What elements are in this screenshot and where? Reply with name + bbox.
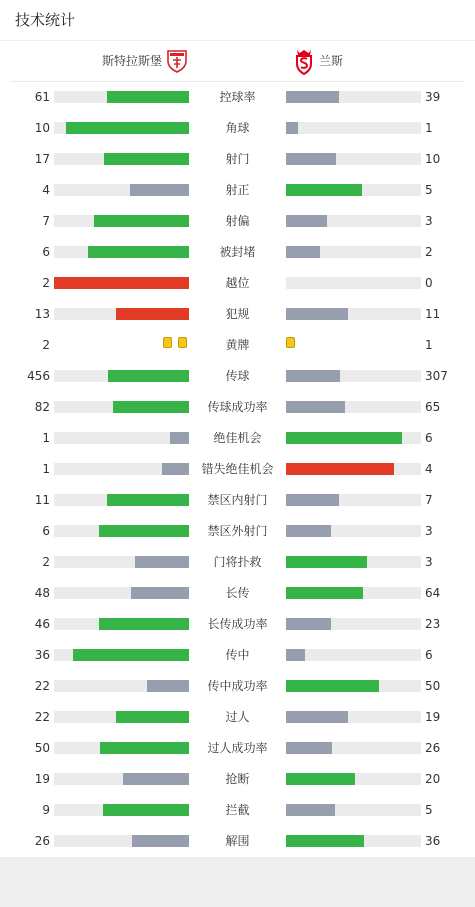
home-stat-value: 13 [34,307,50,321]
stat-label: 长传成功率 [207,617,268,631]
away-stat-bar-track [286,463,421,475]
home-stat-bar [99,618,189,630]
home-stat-value: 1 [42,431,50,445]
home-stat-bar-track [54,308,189,320]
home-stat-bar [170,432,189,444]
home-stat-value: 2 [42,338,50,352]
home-stat-bar-track [54,494,189,506]
stat-label: 控球率 [219,90,256,104]
stat-row [0,175,475,206]
home-stat-value: 2 [42,555,50,569]
away-stat-bar [286,463,394,475]
home-yellow-card-icon [178,337,187,348]
away-stat-bar-track [286,587,421,599]
away-stat-value: 3 [425,524,433,538]
home-stat-bar [88,246,189,258]
stat-row [0,578,475,609]
away-stat-value: 5 [425,803,433,817]
away-stat-bar-track [286,494,421,506]
home-stat-bar-track [54,370,189,382]
away-stat-value: 65 [425,400,441,414]
home-stat-bar [162,463,189,475]
stat-row [0,423,475,454]
away-stat-bar [286,122,298,134]
away-stat-bar [286,711,348,723]
home-stat-bar [147,680,189,692]
home-stat-bar [100,742,189,754]
stat-label: 传球 [225,369,250,383]
page-title: 技术统计 [15,11,76,29]
stat-label: 犯规 [225,307,250,321]
away-stat-bar [286,556,367,568]
away-stat-bar-track [286,556,421,568]
away-stat-bar-track [286,153,421,165]
home-stat-value: 82 [34,400,50,414]
stat-row [0,392,475,423]
stat-label: 过人 [225,710,250,724]
away-stat-value: 20 [425,772,441,786]
home-stat-bar-track [54,277,189,289]
stat-row [0,764,475,795]
stat-row [0,733,475,764]
stat-row [0,702,475,733]
home-stat-value: 4 [42,183,50,197]
away-stat-value: 2 [425,245,433,259]
home-stat-value: 50 [34,741,50,755]
home-stat-value: 6 [42,524,50,538]
home-stat-bar-track [54,556,189,568]
home-stat-bar-track [54,525,189,537]
away-stat-bar-track [286,835,421,847]
stat-row [0,299,475,330]
away-stat-value: 6 [425,431,433,445]
home-stat-value: 61 [34,90,50,104]
stat-label: 传球成功率 [207,400,268,414]
stat-label: 禁区内射门 [207,493,268,507]
home-stat-value: 48 [34,586,50,600]
home-stat-bar [116,711,189,723]
stat-row [0,113,475,144]
stat-row [0,206,475,237]
away-stat-value: 1 [425,121,433,135]
away-stat-bar-track [286,742,421,754]
home-stat-value: 456 [27,369,50,383]
home-stat-bar [54,277,189,289]
away-stat-value: 64 [425,586,441,600]
home-stat-value: 10 [34,121,50,135]
stat-label: 过人成功率 [207,741,268,755]
away-stat-value: 0 [425,276,433,290]
stat-row [0,516,475,547]
stat-label: 拦截 [225,803,250,817]
title-divider [0,40,475,41]
away-stat-value: 5 [425,183,433,197]
stat-label: 传中成功率 [207,679,268,693]
home-stat-value: 1 [42,462,50,476]
home-stat-bar-track [54,618,189,630]
away-team-name: 兰斯 [319,54,344,68]
away-stat-bar [286,587,363,599]
stat-row [0,826,475,857]
away-stat-value: 39 [425,90,441,104]
away-stat-bar [286,401,345,413]
home-stat-value: 7 [42,214,50,228]
away-stat-bar-track [286,246,421,258]
stat-row [0,330,475,361]
home-stat-bar-track [54,401,189,413]
home-stat-bar-track [54,184,189,196]
stat-label: 门将扑救 [213,555,262,569]
away-stat-bar-track [286,277,421,289]
home-stat-bar [132,835,189,847]
stat-row [0,609,475,640]
away-stat-bar [286,308,348,320]
home-stat-bar [107,91,189,103]
away-stat-bar-track [286,711,421,723]
home-stat-value: 6 [42,245,50,259]
home-stat-value: 22 [34,679,50,693]
home-stat-value: 46 [34,617,50,631]
home-team-crest-icon [166,49,188,73]
stat-label: 射门 [225,152,250,166]
stat-label: 角球 [225,121,250,135]
home-stat-bar-track [54,680,189,692]
away-stat-bar-track [286,432,421,444]
away-stat-bar-track [286,525,421,537]
home-stat-value: 11 [34,493,50,507]
stat-label: 绝佳机会 [213,431,262,445]
away-stat-value: 4 [425,462,433,476]
away-stat-bar [286,432,402,444]
away-stat-bar-track [286,215,421,227]
stat-label: 错失绝佳机会 [201,462,274,476]
away-stat-value: 3 [425,555,433,569]
home-stat-value: 36 [34,648,50,662]
away-stat-bar [286,91,339,103]
home-stat-bar [94,215,189,227]
stat-row [0,454,475,485]
home-stat-bar [135,556,189,568]
home-stat-bar [104,153,189,165]
stat-label: 抢断 [225,772,250,786]
away-stat-bar [286,649,305,661]
stat-row [0,640,475,671]
home-stat-value: 9 [42,803,50,817]
stat-row [0,268,475,299]
away-stat-value: 19 [425,710,441,724]
away-stat-bar [286,494,339,506]
away-stat-value: 7 [425,493,433,507]
home-stat-bar-track [54,153,189,165]
away-stat-bar-track [286,618,421,630]
stat-label: 长传 [225,586,250,600]
away-stat-bar [286,804,335,816]
home-stat-bar [123,773,189,785]
away-stat-value: 36 [425,834,441,848]
away-stat-value: 50 [425,679,441,693]
away-stat-bar-track [286,680,421,692]
away-stat-bar [286,184,362,196]
home-stat-bar-track [54,91,189,103]
home-stat-bar-track [54,773,189,785]
home-stat-value: 19 [34,772,50,786]
stat-label: 被封堵 [219,245,256,259]
home-stat-bar-track [54,463,189,475]
away-stat-bar [286,742,332,754]
home-stat-value: 22 [34,710,50,724]
away-yellow-card-icon [286,337,295,348]
away-stat-value: 3 [425,214,433,228]
home-stat-bar-track [54,122,189,134]
home-team-name: 斯特拉斯堡 [101,54,162,68]
stat-label: 黄牌 [225,338,250,352]
home-stat-bar [66,122,189,134]
away-stat-bar [286,370,340,382]
away-stat-bar [286,773,355,785]
away-stat-value: 26 [425,741,441,755]
home-stat-bar [107,494,189,506]
away-stat-bar [286,618,331,630]
away-stat-bar-track [286,804,421,816]
stat-row [0,671,475,702]
home-stat-bar [103,804,189,816]
away-stat-value: 1 [425,338,433,352]
away-stat-bar [286,835,364,847]
away-stat-value: 23 [425,617,441,631]
home-stat-bar [116,308,189,320]
home-stat-bar [131,587,189,599]
home-stat-bar-track [54,215,189,227]
home-stat-bar [99,525,189,537]
home-stat-bar-track [54,804,189,816]
away-stat-bar-track [286,91,421,103]
stat-label: 禁区外射门 [207,524,268,538]
away-stat-value: 11 [425,307,441,321]
stat-row [0,361,475,392]
away-stat-bar [286,525,331,537]
away-stat-value: 10 [425,152,441,166]
away-stat-bar-track [286,122,421,134]
home-stat-bar-track [54,835,189,847]
stat-row [0,237,475,268]
stat-row [0,82,475,113]
home-stat-value: 2 [42,276,50,290]
stat-row [0,485,475,516]
home-stat-bar-track [54,711,189,723]
away-stat-bar [286,246,320,258]
away-stat-bar [286,153,336,165]
home-stat-bar-track [54,246,189,258]
home-stat-bar [73,649,189,661]
away-stat-bar [286,680,379,692]
away-stat-bar [286,215,327,227]
home-stat-value: 17 [34,152,50,166]
home-stat-bar [108,370,189,382]
away-stat-bar-track [286,773,421,785]
home-stat-bar [130,184,189,196]
stat-label: 射正 [225,183,250,197]
stat-row [0,547,475,578]
away-stat-value: 6 [425,648,433,662]
home-stat-bar-track [54,649,189,661]
away-stat-value: 307 [425,369,448,383]
away-stat-bar-track [286,308,421,320]
home-stat-bar-track [54,742,189,754]
away-stat-bar-track [286,370,421,382]
stat-label: 射偏 [225,214,250,228]
home-stat-bar-track [54,432,189,444]
stat-row [0,144,475,175]
away-stat-bar-track [286,401,421,413]
home-stat-bar [113,401,189,413]
home-yellow-card-icon [163,337,172,348]
stat-row [0,795,475,826]
stat-label: 传中 [225,648,250,662]
home-stat-bar-track [54,587,189,599]
home-stat-value: 26 [34,834,50,848]
stat-label: 越位 [225,276,250,290]
away-team-crest-icon [294,49,314,75]
away-stat-bar-track [286,649,421,661]
away-stat-bar-track [286,184,421,196]
stat-label: 解围 [225,834,250,848]
